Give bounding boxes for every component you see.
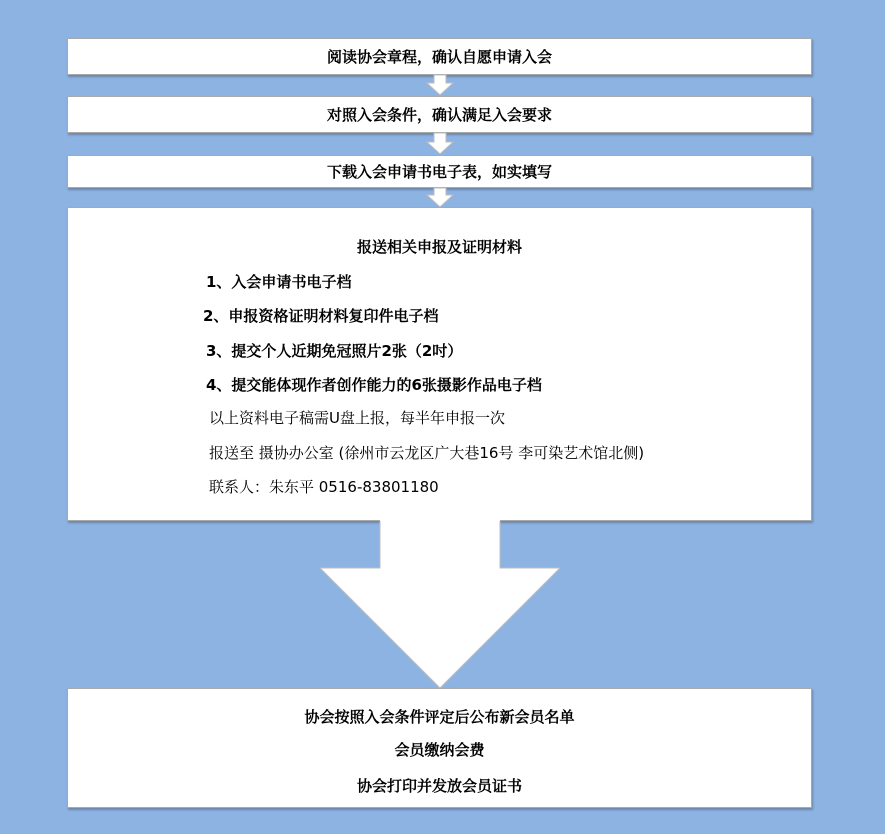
step-2-text: 对照入会条件，确认满足入会要求: [326, 105, 552, 124]
materials-item-2: 2、申报资格证明材料复印件电子档: [203, 307, 439, 325]
final-line-3: 协会打印并发放会员证书: [356, 777, 522, 795]
step-1-text: 阅读协会章程，确认自愿申请入会: [326, 47, 552, 66]
final-line-2: 会员缴纳会费: [394, 741, 485, 759]
arrow-down-icon: [427, 133, 453, 154]
arrow-down-icon: [427, 75, 453, 95]
materials-note-3: 联系人：朱东平 0516-83801180: [209, 478, 439, 496]
materials-item-1: 1、入会申请书电子档: [206, 273, 352, 291]
big-arrow-outline: [320, 521, 560, 688]
step-1-box: [67, 38, 812, 75]
step-3-box: [67, 155, 812, 188]
final-line-1: 协会按照入会条件评定后公布新会员名单: [304, 708, 575, 726]
big-arrow-down-icon: [320, 520, 560, 688]
arrow-down-icon: [427, 188, 453, 207]
materials-note-2: 报送至 摄协办公室 (徐州市云龙区广大巷16号 李可染艺术馆北侧): [209, 444, 645, 462]
materials-title: 报送相关申报及证明材料: [356, 238, 522, 256]
step-3-text: 下载入会申请书电子表，如实填写: [326, 162, 552, 181]
final-box: [67, 688, 812, 808]
step-2-box: [67, 96, 812, 133]
materials-item-3: 3、提交个人近期免冠照片2张（2吋）: [206, 342, 463, 360]
materials-item-4: 4、提交能体现作者创作能力的6张摄影作品电子档: [206, 376, 542, 394]
materials-note-1: 以上资料电子稿需U盘上报，每半年申报一次: [209, 409, 505, 427]
materials-box: [67, 207, 812, 521]
